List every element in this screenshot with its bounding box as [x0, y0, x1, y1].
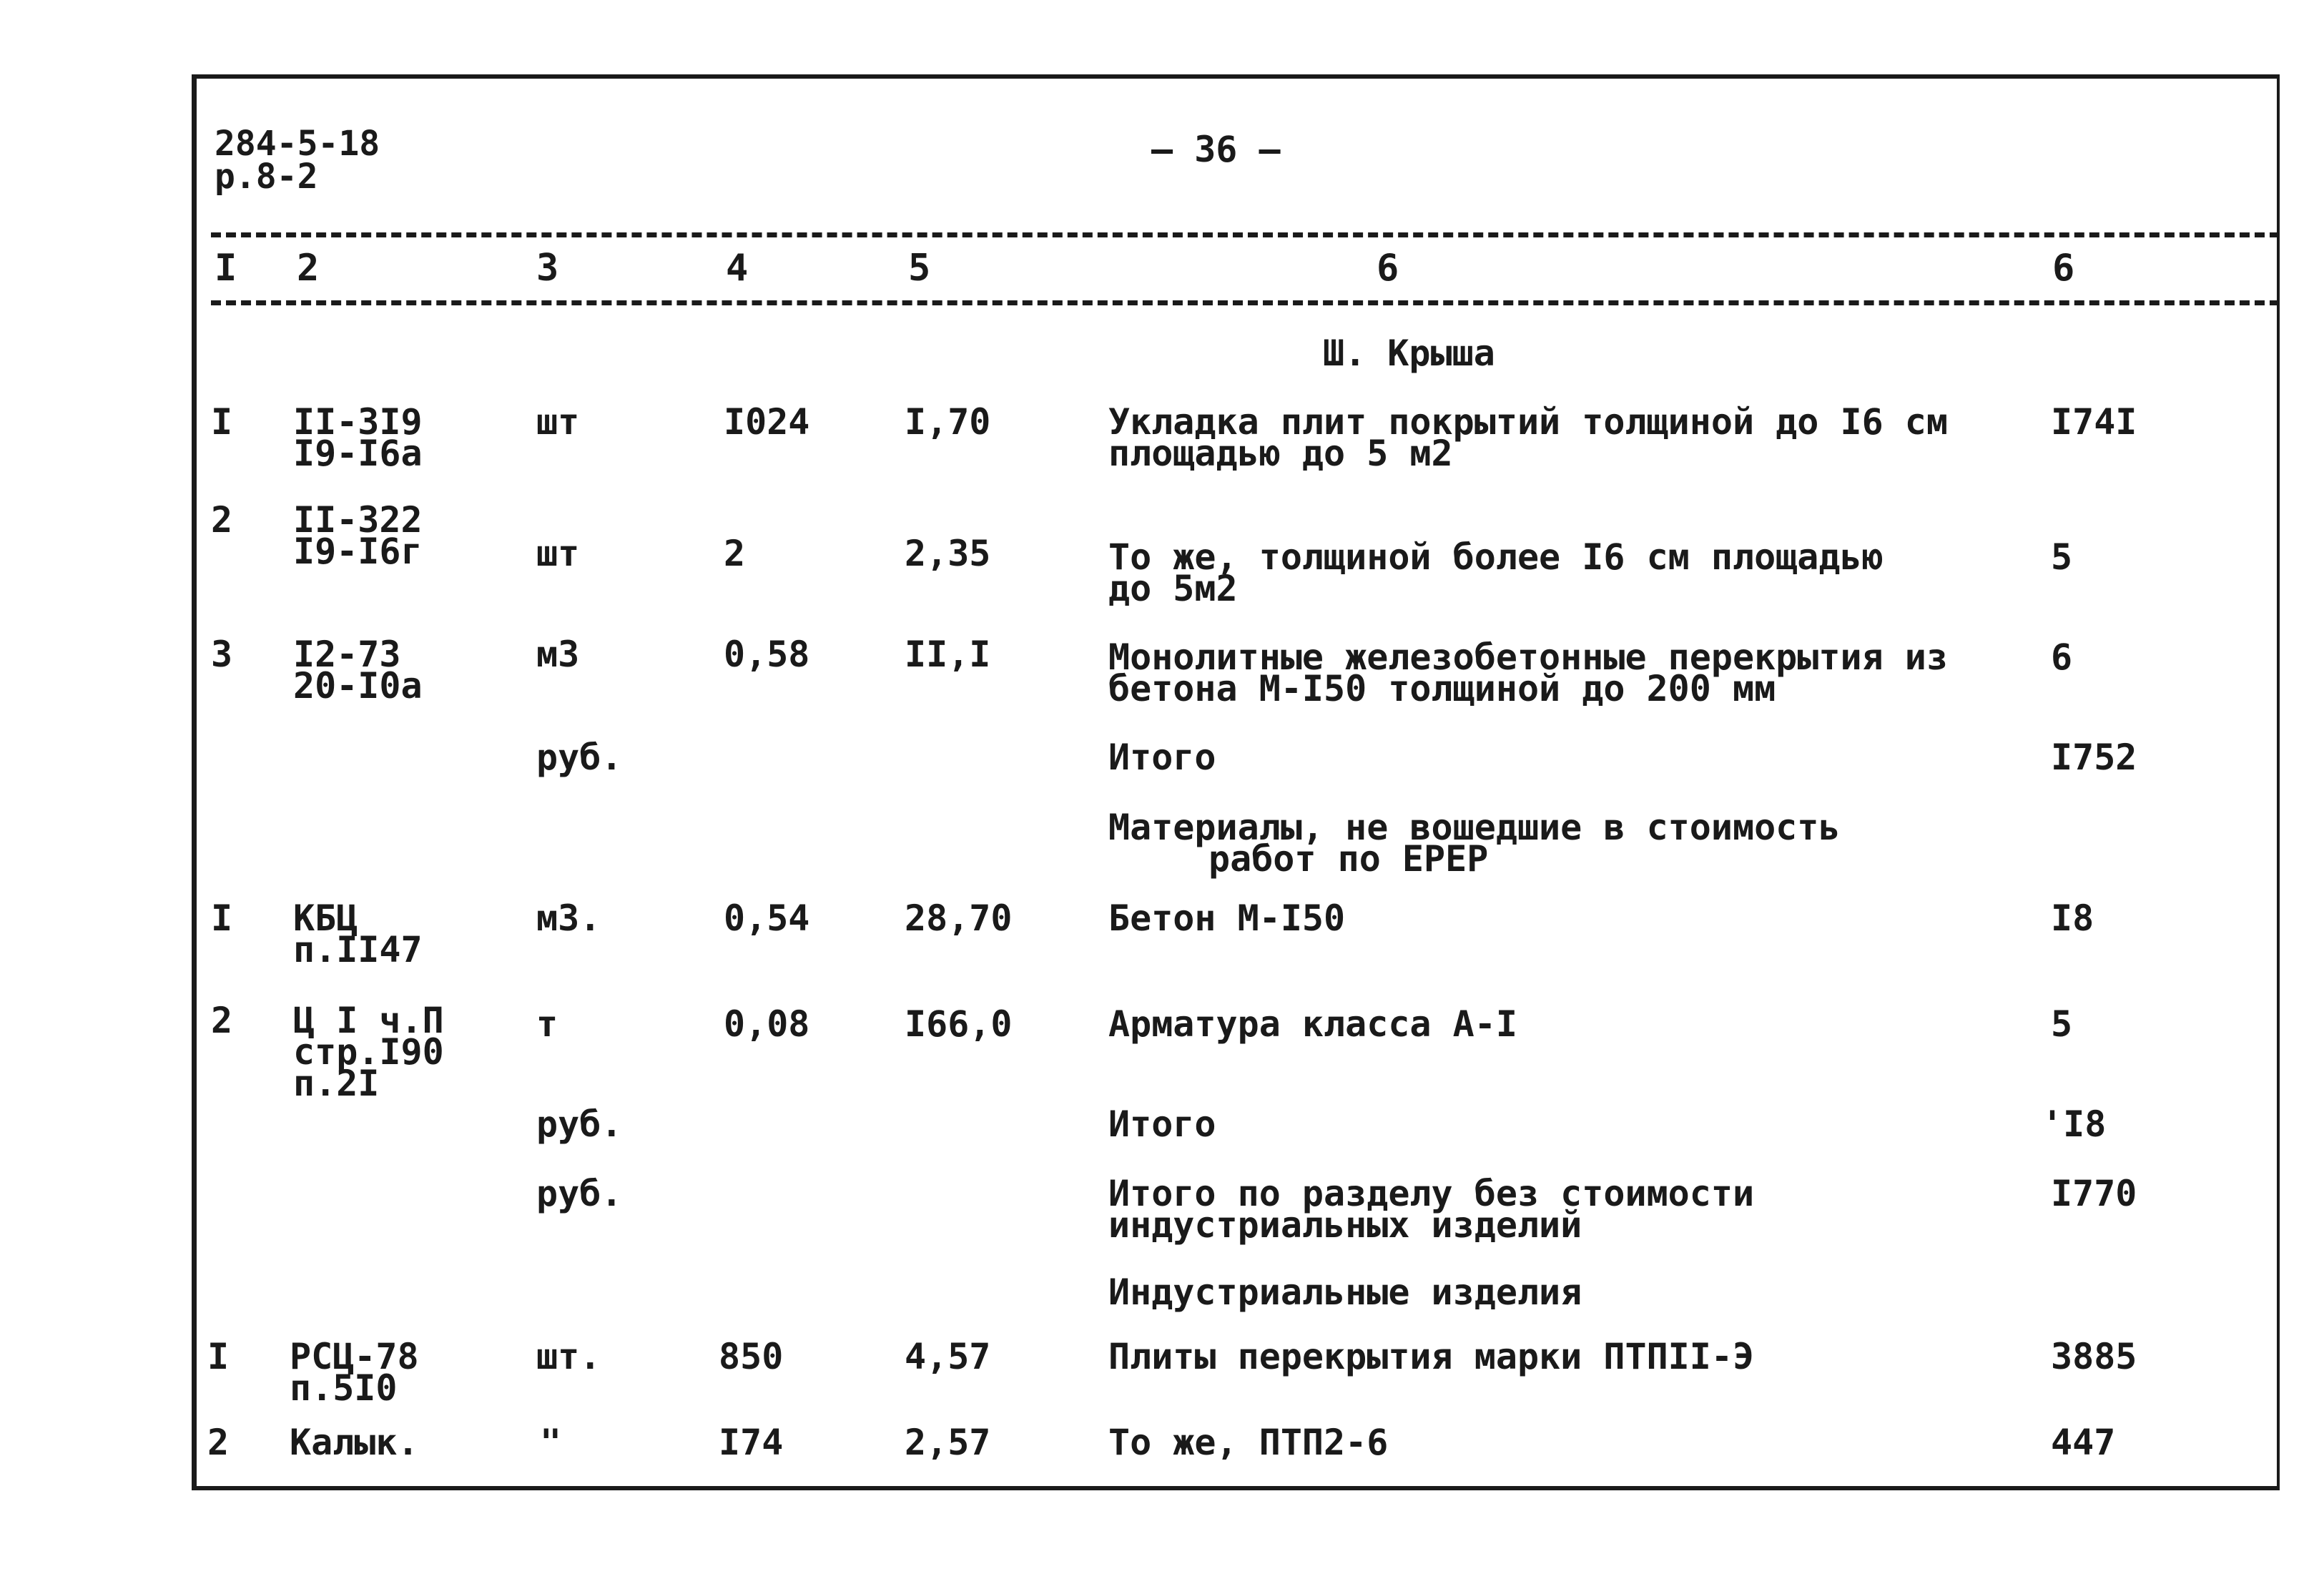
page-number: — 36 —	[1151, 129, 1281, 170]
column-header-2: 2	[297, 247, 320, 290]
column-header-4: 4	[726, 247, 749, 290]
row-5-description	[1108, 807, 1841, 880]
row-3-description-line1: Монолитные железобетонные перекрытия из	[1108, 636, 1948, 678]
row-3-code-line2: 20-I0а	[293, 665, 423, 707]
column-header-7: 6	[2052, 247, 2075, 290]
row-12-code	[290, 1422, 419, 1463]
row-3-total: 6	[2051, 636, 2073, 678]
row-8-description	[1108, 1103, 1216, 1145]
row-11-num: I	[207, 1336, 230, 1377]
row-6-description-line1: Бетон М-I50	[1108, 897, 1346, 939]
document-code-line2: р.8-2	[215, 157, 318, 197]
row-10-description-line1: Индустриальные изделия	[1108, 1271, 1582, 1313]
row-9-description-line2: индустриальных изделий	[1108, 1204, 1582, 1246]
row-5-description-line1: Материалы, не вошедшие в стоимость	[1108, 807, 1841, 848]
row-2-description	[1108, 536, 1884, 609]
column-header-1: I	[215, 247, 237, 290]
header-dashed-rule-top	[211, 232, 2280, 237]
row-11-code-line2: п.5I0	[290, 1367, 398, 1409]
row-7-description-line1: Арматура класса А-I	[1108, 1003, 1517, 1045]
column-header-3: 3	[536, 247, 559, 290]
row-11-code	[290, 1336, 419, 1409]
column-header-5: 5	[908, 247, 931, 290]
row-6-description	[1108, 897, 1346, 939]
row-2-unit: шт	[536, 533, 580, 574]
row-4-description-line1: Итого	[1108, 737, 1216, 778]
row-10-description	[1108, 1271, 1582, 1313]
row-1-description-line2: площадью до 5 м2	[1108, 433, 1453, 474]
row-1-description-line1: Укладка плит покрытий толщиной до I6 см	[1108, 401, 1948, 443]
section-title: Ш. Крыша	[1323, 333, 1495, 374]
row-7-code-line3: п.2I	[293, 1063, 380, 1104]
row-1-description	[1108, 401, 1948, 474]
column-header-6: 6	[1377, 247, 1399, 290]
row-11-description	[1108, 1336, 1755, 1377]
row-11-total: 3885	[2051, 1336, 2137, 1377]
row-7-num: 2	[211, 1000, 233, 1041]
row-3-qty: 0,58	[724, 634, 810, 675]
row-2-code	[293, 499, 423, 572]
row-12-description-line1: То же, ПТП2-6	[1108, 1422, 1389, 1463]
row-1-num: I	[211, 401, 233, 443]
row-4-total: I752	[2051, 737, 2137, 778]
row-8-unit: руб.	[536, 1103, 623, 1145]
row-5-description-line2: работ по ЕРЕР	[1208, 838, 1489, 880]
document-code	[215, 124, 380, 197]
row-7-price: I66,0	[905, 1003, 1013, 1045]
row-1-qty: I024	[724, 401, 810, 443]
row-11-description-line1: Плиты перекрытия марки ПТПII-Э	[1108, 1336, 1755, 1377]
row-11-price: 4,57	[905, 1336, 991, 1377]
row-9-description	[1108, 1173, 1755, 1246]
row-3-description	[1108, 636, 1948, 709]
row-4-description	[1108, 737, 1216, 778]
row-8-total: 'I8	[2042, 1103, 2107, 1145]
row-7-qty: 0,08	[724, 1003, 810, 1045]
row-3-price: II,I	[905, 634, 991, 675]
row-11-qty: 850	[719, 1336, 784, 1377]
row-12-code-line1: Калык.	[290, 1422, 419, 1463]
row-2-description-line2: до 5м2	[1108, 568, 1238, 609]
row-9-unit: руб.	[536, 1173, 623, 1214]
row-7-code-line2: стр.I90	[293, 1031, 444, 1073]
row-12-qty: I74	[719, 1422, 784, 1463]
row-2-total: 5	[2051, 536, 2073, 578]
row-6-code-line1: КБЦ	[293, 897, 358, 939]
row-6-unit: м3.	[536, 897, 601, 939]
row-3-code-line1: I2-73	[293, 634, 401, 675]
row-7-code	[293, 1000, 444, 1104]
row-12-num: 2	[207, 1422, 230, 1463]
row-3-code	[293, 634, 423, 707]
row-3-unit: м3	[536, 634, 580, 675]
row-12-unit: "	[540, 1422, 562, 1463]
row-1-total: I74I	[2051, 401, 2137, 443]
row-4-unit: руб.	[536, 737, 623, 778]
row-11-code-line1: РСЦ-78	[290, 1336, 419, 1377]
row-3-num: 3	[211, 634, 233, 675]
row-2-description-line1: То же, толщиной более I6 см площадью	[1108, 536, 1884, 578]
row-11-unit: шт.	[536, 1336, 601, 1377]
row-7-unit: т	[536, 1003, 558, 1045]
row-7-code-line1: Ц I ч.П	[293, 1000, 444, 1041]
header-dashed-rule-bottom	[211, 300, 2280, 305]
row-9-description-line1: Итого по разделу без стоимости	[1108, 1173, 1755, 1214]
row-1-code	[293, 401, 423, 474]
row-1-code-line1: II-3I9	[293, 401, 423, 443]
row-7-description	[1108, 1003, 1517, 1045]
row-1-price: I,70	[905, 401, 991, 443]
row-1-unit: шт	[536, 401, 580, 443]
row-1-code-line2: I9-I6а	[293, 433, 423, 474]
row-12-description	[1108, 1422, 1389, 1463]
row-6-qty: 0,54	[724, 897, 810, 939]
row-6-total: I8	[2051, 897, 2094, 939]
row-2-code-line1: II-322	[293, 499, 423, 541]
row-6-price: 28,70	[905, 897, 1013, 939]
row-6-code-line2: п.II47	[293, 929, 423, 970]
row-9-total: I770	[2051, 1173, 2137, 1214]
row-6-code	[293, 897, 423, 970]
row-2-qty: 2	[724, 533, 746, 574]
row-7-total: 5	[2051, 1003, 2073, 1045]
document-code-line1: 284-5-18	[215, 124, 380, 164]
row-2-num: 2	[211, 499, 233, 541]
row-2-price: 2,35	[905, 533, 991, 574]
row-2-code-line2: I9-I6г	[293, 531, 423, 572]
row-12-total: 447	[2051, 1422, 2116, 1463]
row-3-description-line2: бетона М-I50 толщиной до 200 мм	[1108, 668, 1776, 709]
row-6-num: I	[211, 897, 233, 939]
row-8-description-line1: Итого	[1108, 1103, 1216, 1145]
row-12-price: 2,57	[905, 1422, 991, 1463]
